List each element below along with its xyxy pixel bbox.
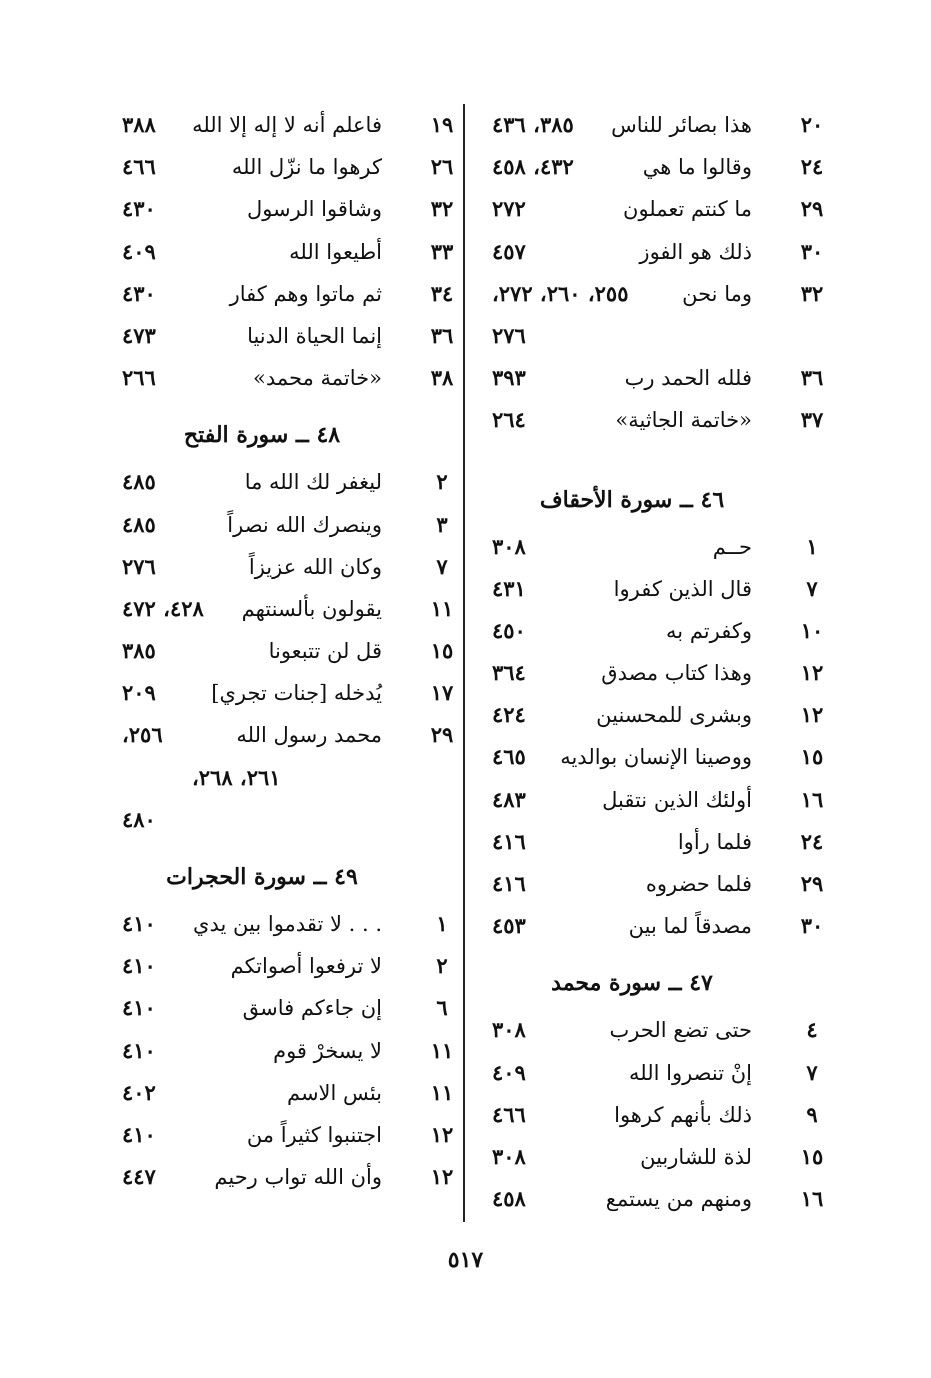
page-refs: ٤٨٥ xyxy=(122,469,156,495)
index-row xyxy=(122,273,462,315)
verse-text: محمد رسول الله xyxy=(236,723,382,748)
surah-heading-ahqaf: ٤٦ ــ سورة الأحقاف xyxy=(539,486,725,513)
verse-text: فلله الحمد رب xyxy=(624,366,752,391)
fath-entries xyxy=(122,461,462,841)
page-refs: ٢٥٥، ٢٦٠، ٢٧٢، xyxy=(492,280,629,306)
left-column xyxy=(122,104,462,1198)
verse-text: أطيعوا الله xyxy=(289,239,382,264)
page-refs: ٤٨٠ xyxy=(122,806,156,832)
verse-text: حــم xyxy=(712,534,752,559)
index-row xyxy=(122,546,462,588)
page-refs: ٢٥٦، xyxy=(122,722,163,748)
verse-number: ١٥ xyxy=(800,1143,824,1169)
verse-text: ذلك بأنهم كرهوا xyxy=(614,1102,752,1127)
index-row xyxy=(492,526,832,568)
index-row xyxy=(122,1114,462,1156)
verse-text: أولئك الذين نتقبل xyxy=(602,787,752,812)
verse-text: قل لن تتبعونا xyxy=(268,639,382,664)
verse-number: ٢٩ xyxy=(430,722,454,748)
index-row xyxy=(492,1009,832,1051)
verse-number: ٢٦ xyxy=(430,154,454,180)
verse-text: وينصرك الله نصراً xyxy=(227,512,382,537)
page-refs: ٣٦٤ xyxy=(492,660,526,686)
page-refs: ٣٠٨ xyxy=(492,1017,526,1043)
verse-number: ١ xyxy=(806,533,818,559)
verse-number: ٧ xyxy=(436,553,448,579)
page-refs: ٤٣١ xyxy=(492,575,526,601)
page-refs: ٤١٠ xyxy=(122,911,156,936)
verse-number: ٧ xyxy=(806,1059,818,1085)
verse-text: «خاتمة الجاثية» xyxy=(615,408,752,433)
page-refs: ٤٢٤ xyxy=(492,702,526,728)
right-block1 xyxy=(492,104,832,442)
page-refs: ٤٥٨ xyxy=(492,1186,526,1212)
index-row xyxy=(492,104,832,146)
verse-number: ٤ xyxy=(806,1017,818,1043)
page-refs: ٤٣٠ xyxy=(122,196,156,222)
verse-text: اجتنبوا كثيراً من xyxy=(246,1122,382,1147)
index-row xyxy=(492,610,832,652)
verse-text: لا ترفعوا أصواتكم xyxy=(230,954,382,979)
page-refs: ٣٨٥، ٤٣٦ xyxy=(492,112,574,137)
verse-number: ٣٢ xyxy=(430,196,454,222)
verse-number: ١٥ xyxy=(430,638,454,664)
right-column xyxy=(492,104,832,1220)
page-refs: ٤٠٩ xyxy=(492,1059,526,1085)
verse-text: لا يسخرْ قوم xyxy=(273,1038,382,1063)
section-gap xyxy=(122,841,462,851)
index-row xyxy=(122,357,462,399)
verse-number: ١٢ xyxy=(800,660,824,686)
index-row xyxy=(122,504,462,546)
index-row xyxy=(492,779,832,821)
section-gap xyxy=(122,399,462,409)
verse-text: كرهوا ما نزّل الله xyxy=(231,155,382,180)
index-row xyxy=(122,903,462,945)
index-row xyxy=(492,1052,832,1094)
verse-text: ذلك هو الفوز xyxy=(639,239,752,264)
verse-number: ١٢ xyxy=(430,1164,454,1190)
page-refs: ٣٩٣ xyxy=(492,365,526,391)
verse-text: ووصينا الإنسان بوالديه xyxy=(560,745,752,770)
page-number: ٥١٧ xyxy=(447,1247,484,1273)
index-row xyxy=(492,146,832,188)
verse-text: إنْ تنصروا الله xyxy=(628,1060,752,1085)
continuation-row xyxy=(492,315,832,357)
verse-number: ١١ xyxy=(430,1037,454,1063)
page-refs: ٤٥٧ xyxy=(492,238,526,264)
page-refs: ٣٨٥ xyxy=(122,638,156,664)
verse-number: ٢ xyxy=(436,953,448,979)
verse-number: ٣٨ xyxy=(430,365,454,391)
page-refs: ٤٨٥ xyxy=(122,511,156,537)
index-row xyxy=(492,863,832,905)
verse-number: ٢ xyxy=(436,469,448,495)
verse-number: ٣٣ xyxy=(430,238,454,264)
verse-text: ما كنتم تعملون xyxy=(623,197,752,222)
page-refs: ٤٧٣ xyxy=(122,322,156,348)
verse-number: ٣٧ xyxy=(800,407,824,433)
verse-text: «خاتمة محمد» xyxy=(253,366,382,391)
page-refs: ٤٦٦ xyxy=(492,1101,526,1127)
verse-text: وأن الله تواب رحيم xyxy=(214,1165,382,1190)
index-row xyxy=(122,1156,462,1198)
surah-heading-fath: ٤٨ ــ سورة الفتح xyxy=(183,422,341,449)
page-refs: ٤٥٠ xyxy=(492,617,526,643)
continuation-row xyxy=(122,799,462,841)
surah-heading-muhammad: ٤٧ ــ سورة محمد xyxy=(551,970,713,997)
index-row xyxy=(122,231,462,273)
page-refs: ٤١٠ xyxy=(122,995,156,1021)
page-refs: ٤٠٢ xyxy=(122,1079,156,1105)
index-row xyxy=(122,188,462,230)
column-divider xyxy=(463,104,465,1222)
verse-number: ١٦ xyxy=(800,1186,824,1212)
surah-heading-hujurat: ٤٩ ــ سورة الحجرات xyxy=(166,864,358,890)
index-row xyxy=(492,821,832,863)
index-row xyxy=(492,568,832,610)
page-refs: ٤١٠ xyxy=(122,1121,156,1147)
page-refs: ٤١٠ xyxy=(122,953,156,979)
verse-text: وكان الله عزيزاً xyxy=(248,554,382,579)
left-block1 xyxy=(122,104,462,399)
verse-number: ٣٠ xyxy=(800,913,824,939)
verse-text: حتى تضع الحرب xyxy=(609,1018,752,1043)
verse-text: فاعلم أنه لا إله إلا الله xyxy=(192,113,382,137)
page-refs: ٢٧٦ xyxy=(492,322,526,348)
section-gap xyxy=(492,442,832,474)
page-refs: ٤٥٣ xyxy=(492,913,526,939)
index-row xyxy=(122,1072,462,1114)
index-row xyxy=(492,694,832,736)
verse-text: بئس الاسم xyxy=(286,1080,382,1105)
page-refs: ٤٦٦ xyxy=(122,154,156,180)
verse-number: ١١ xyxy=(430,595,454,621)
verse-number: ١١ xyxy=(430,1079,454,1105)
page-refs: ٢٠٩ xyxy=(122,680,156,706)
index-row xyxy=(122,987,462,1029)
index-row xyxy=(492,905,832,947)
verse-text: فلما رأوا xyxy=(677,829,752,854)
page-refs: ٤١٠ xyxy=(122,1037,156,1063)
page-refs: ٤٣٠ xyxy=(122,280,156,306)
verse-number: ١ xyxy=(436,911,448,936)
page-refs: ٤١٦ xyxy=(492,871,526,896)
verse-number: ٢٤ xyxy=(800,828,824,854)
verse-number: ٣٠ xyxy=(800,238,824,264)
index-row xyxy=(492,273,832,315)
page-refs: ٢٧٦ xyxy=(122,553,156,579)
page-refs: ٤٣٢، ٤٥٨ xyxy=(492,154,574,180)
verse-text: قال الذين كفروا xyxy=(613,576,752,601)
verse-text: يُدخله [جنات تجري] xyxy=(211,681,382,706)
verse-text: ليغفر لك الله ما xyxy=(244,470,382,495)
index-row xyxy=(492,652,832,694)
page-refs: ٤٠٩ xyxy=(122,238,156,264)
index-row xyxy=(122,1030,462,1072)
verse-number: ٧ xyxy=(806,575,818,601)
verse-text: يقولون بألسنتهم xyxy=(241,596,382,621)
page-refs: ٣٠٨ xyxy=(492,533,526,559)
muhammad-entries xyxy=(492,1009,832,1220)
verse-number: ١٩ xyxy=(430,112,454,137)
verse-number: ١٧ xyxy=(430,680,454,706)
verse-number: ٣٦ xyxy=(800,365,824,391)
page-refs: ٤٨٣ xyxy=(492,786,526,812)
index-row xyxy=(492,188,832,230)
page-refs: ٢٦٦ xyxy=(122,365,156,391)
index-row xyxy=(122,461,462,503)
verse-text: إنما الحياة الدنيا xyxy=(247,323,382,348)
page-refs: ٣٨٨ xyxy=(122,112,156,137)
page-refs: ٤٤٧ xyxy=(122,1164,156,1190)
section-gap xyxy=(492,947,832,957)
continuation-row xyxy=(122,757,462,799)
index-row xyxy=(122,315,462,357)
verse-text: مصدقاً لما بين xyxy=(628,914,752,939)
index-row xyxy=(492,357,832,399)
verse-number: ٣٦ xyxy=(430,322,454,348)
index-row xyxy=(492,231,832,273)
page-refs: ٤٦٥ xyxy=(492,744,526,770)
page-refs: ٢٦٤ xyxy=(492,407,526,433)
index-row xyxy=(122,104,462,146)
verse-text: هذا بصائر للناس xyxy=(611,113,752,137)
index-row xyxy=(492,736,832,778)
verse-text: فلما حضروه xyxy=(645,872,752,896)
verse-number: ٦ xyxy=(436,995,448,1021)
page-refs: ٤٢٨، ٤٧٢ xyxy=(122,595,204,621)
verse-number: ٢٩ xyxy=(800,196,824,222)
verse-text: ومنهم من يستمع xyxy=(605,1187,752,1212)
index-row xyxy=(122,714,462,756)
verse-text: وما نحن xyxy=(682,281,752,306)
verse-text: لذة للشاربين xyxy=(640,1144,752,1169)
page-refs: ٤١٦ xyxy=(492,828,526,854)
verse-number: ٣٤ xyxy=(430,280,454,306)
verse-text: وشاقوا الرسول xyxy=(246,197,382,222)
verse-number: ٣ xyxy=(436,511,448,537)
verse-text: وهذا كتاب مصدق xyxy=(601,661,752,686)
verse-text: وكفرتم به xyxy=(666,618,752,643)
index-row xyxy=(122,146,462,188)
page-refs: ٢٧٢ xyxy=(492,196,526,222)
page-refs: ٢٦١، ٢٦٨، xyxy=(192,764,281,790)
verse-text: . . . لا تقدموا بين يدي xyxy=(193,912,382,936)
verse-number: ٢٩ xyxy=(800,871,824,896)
verse-number: ١٢ xyxy=(430,1121,454,1147)
verse-number: ١٥ xyxy=(800,744,824,770)
verse-text: وبشرى للمحسنين xyxy=(596,703,752,728)
verse-text: وقالوا ما هي xyxy=(642,155,752,180)
index-row xyxy=(122,630,462,672)
page-refs: ٣٠٨ xyxy=(492,1143,526,1169)
verse-text: ثم ماتوا وهم كفار xyxy=(229,281,382,306)
verse-number: ٢٠ xyxy=(800,112,824,137)
index-row xyxy=(492,1178,832,1220)
verse-text: إن جاءكم فاسق xyxy=(242,996,382,1021)
ahqaf-entries xyxy=(492,526,832,948)
verse-number: ١٦ xyxy=(800,786,824,812)
index-row xyxy=(122,672,462,714)
hujurat-entries xyxy=(122,903,462,1198)
index-row xyxy=(492,1094,832,1136)
index-row xyxy=(492,1136,832,1178)
index-row xyxy=(492,399,832,441)
verse-number: ٣٢ xyxy=(800,280,824,306)
verse-number: ١٢ xyxy=(800,702,824,728)
index-row xyxy=(122,945,462,987)
verse-number: ٢٤ xyxy=(800,154,824,180)
verse-number: ١٠ xyxy=(800,617,824,643)
index-row xyxy=(122,588,462,630)
verse-number: ٩ xyxy=(806,1101,818,1127)
